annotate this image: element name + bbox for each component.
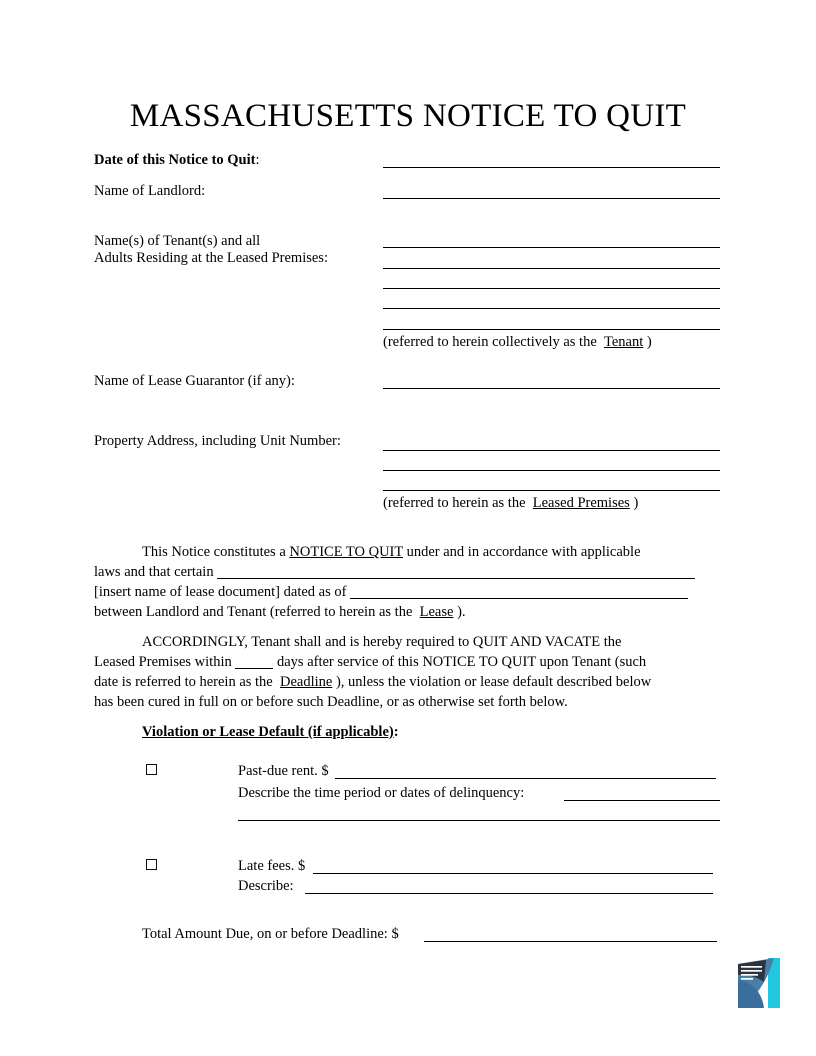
past-due-rent-describe-input-line-1[interactable] [564, 800, 720, 801]
notice-paragraph [94, 542, 722, 622]
premises-reference-note [383, 494, 638, 513]
tenant-input-line-4[interactable] [383, 308, 720, 309]
accordingly-paragraph [94, 632, 724, 712]
premises-reference-post: ) [633, 495, 639, 511]
accordingly-line1-text: ACCORDINGLY, Tenant shall and is hereby required to QUIT AND VACATE the [142, 634, 622, 650]
tenant-defined-term: Tenant [604, 334, 644, 350]
guarantor-label: Name of Lease Guarantor (if any): [94, 373, 295, 389]
late-fees-amount-input-line[interactable] [313, 873, 713, 874]
logo-text-line-3 [741, 974, 758, 976]
lease-document-name-input-line[interactable] [217, 564, 695, 579]
accordingly-line3-pre: date is referred to herein as the [94, 674, 273, 690]
accordingly-line2-post: days after service of this NOTICE TO QUIT upon Tenant (such [276, 654, 647, 670]
landlord-label: Name of Landlord: [94, 183, 206, 199]
checkbox-late-fees[interactable] [146, 859, 157, 870]
accordingly-line-1 [94, 632, 724, 652]
late-fees-describe-input-line[interactable] [305, 893, 713, 894]
notice-to-quit-term: NOTICE TO QUIT [289, 544, 403, 560]
premises-defined-term: Leased Premises [532, 495, 630, 511]
days-count-input-line[interactable] [235, 654, 273, 669]
accordingly-line3-post: ), unless the violation or lease default described below [335, 674, 652, 690]
notice-paragraph-line-2 [94, 562, 722, 582]
accordingly-line-3 [94, 672, 724, 692]
past-due-rent-describe-label: Describe the time period or dates of delinquency: [238, 785, 525, 801]
date-of-notice-input-line[interactable] [383, 167, 720, 168]
accordingly-line2-pre: Leased Premises within [94, 654, 232, 670]
notice-line1-post: under and in accordance with applicable [402, 544, 641, 560]
tenant-reference-pre: (referred to herein collectively as the [383, 334, 597, 350]
premises-reference-pre: (referred to herein as the [383, 495, 526, 511]
tenant-reference-post: ) [646, 334, 652, 350]
notice-line1-pre: This Notice constitutes a [142, 544, 290, 560]
notice-line3-text: [insert name of lease document] dated as of [94, 584, 347, 600]
past-due-rent-describe-input-line-2[interactable] [238, 820, 720, 821]
accordingly-line-2 [94, 652, 724, 672]
page-title: MASSACHUSETTS NOTICE TO QUIT [129, 98, 687, 134]
date-of-notice-label-text: Date of this Notice to Quit [94, 152, 256, 168]
tenants-label-line1: Name(s) of Tenant(s) and all [94, 233, 261, 249]
document-logo [730, 958, 782, 1012]
notice-paragraph-line-4 [94, 602, 722, 622]
property-address-label: Property Address, including Unit Number: [94, 433, 341, 449]
violation-heading-colon: : [393, 724, 399, 740]
notice-line2-text: laws and that certain [94, 564, 214, 580]
late-fees-label: Late fees. $ [238, 858, 306, 874]
logo-text-line-2 [741, 970, 762, 972]
logo-text-line-4 [741, 978, 753, 980]
tenant-input-line-1[interactable] [383, 247, 720, 248]
lease-date-input-line[interactable] [350, 584, 688, 599]
deadline-defined-term: Deadline [280, 674, 333, 690]
tenant-input-line-5[interactable] [383, 329, 720, 330]
lease-defined-term: Lease [419, 604, 454, 620]
total-amount-due-input-line[interactable] [424, 941, 717, 942]
accordingly-line4-text: has been cured in full on or before such Deadline, or as otherwise set forth below. [94, 694, 568, 710]
past-due-rent-label: Past-due rent. $ [238, 763, 329, 779]
tenant-input-line-2[interactable] [383, 268, 720, 269]
violation-heading-text: Violation or Lease Default (if applicable) [142, 724, 394, 740]
date-of-notice-label [94, 151, 260, 170]
notice-line4-post: ). [457, 604, 466, 620]
tenants-label-line2: Adults Residing at the Leased Premises: [94, 250, 328, 266]
violation-section-heading [142, 723, 399, 742]
date-of-notice-colon: : [255, 152, 260, 168]
address-input-line-1[interactable] [383, 450, 720, 451]
landlord-input-line[interactable] [383, 198, 720, 199]
late-fees-describe-label: Describe: [238, 878, 294, 894]
tenant-reference-note [383, 333, 652, 352]
accordingly-line-4 [94, 692, 724, 712]
total-amount-due-label: Total Amount Due, on or before Deadline: $ [142, 926, 399, 942]
past-due-rent-amount-input-line[interactable] [335, 778, 716, 779]
logo-text-line-1 [741, 966, 762, 968]
address-input-line-3[interactable] [383, 490, 720, 491]
tenant-input-line-3[interactable] [383, 288, 720, 289]
notice-paragraph-line-1 [94, 542, 722, 562]
address-input-line-2[interactable] [383, 470, 720, 471]
guarantor-input-line[interactable] [383, 388, 720, 389]
checkbox-past-due-rent[interactable] [146, 764, 157, 775]
notice-paragraph-line-3 [94, 582, 722, 602]
notice-line4-pre: between Landlord and Tenant (referred to herein as the [94, 604, 413, 620]
